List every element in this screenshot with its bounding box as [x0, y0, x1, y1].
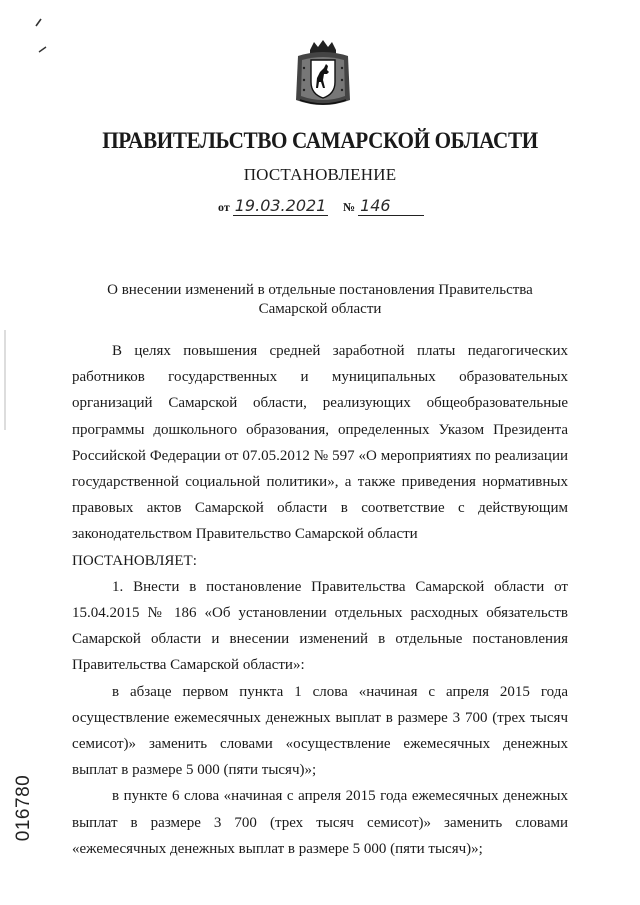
registration-number-text: 016780 [13, 774, 34, 842]
document-date-line [218, 196, 328, 216]
decree-word: ПОСТАНОВЛЯЕТ: [72, 552, 197, 569]
document-date: 19.03.2021 [234, 196, 327, 215]
subject-line-2: Самарской области [258, 301, 382, 317]
document-number-line [343, 196, 424, 216]
registration-number [5, 768, 43, 848]
document-body [72, 338, 568, 862]
number-prefix: № [343, 200, 356, 214]
subject-line-1: О внесении изменений в отдельные постановления Правительства [107, 282, 533, 298]
margin-line [2, 330, 8, 430]
item-1-paragraph: 1. Внести в постановление Правительства Самарской области от 15.04.2015 № 186 «Об установлении отдельных расходных обязательств Самарской области и внесении изменений в отдельные постановления Правительства Самарской области»: [72, 578, 568, 674]
preamble-paragraph: В целях повышения средней заработной платы педагогических работников государственных и муниципальных образовательных организаций Самарской области, реализующих общеобразовательные программы дошкольного образования, определенных Указом Президента Российской Федерации от 07.05.2012 № 597 «О мероприятиях по реализации государственной социальной политики», а также приведения нормативных правовых актов Самарской области в соответствие с действующим законодательством Правительство Самарской области [72, 343, 568, 543]
government-title: ПРАВИТЕЛЬСТВО САМАРСКОЙ ОБЛАСТИ [102, 128, 538, 153]
coat-of-arms-icon [290, 38, 356, 110]
document-subject [95, 281, 545, 319]
document-type: ПОСТАНОВЛЕНИЕ [243, 165, 397, 184]
subitem-1-paragraph: в абзаце первом пункта 1 слова «начиная с апреля 2015 года осуществление ежемесячных денежных выплат в размере 3 700 (трех тысяч семисот)» заменить словами «осуществление ежемесячных денежных выплат в размере 5 000 (пяти тысяч)»; [72, 683, 568, 779]
scan-mark [30, 14, 50, 64]
date-prefix: от [218, 200, 230, 214]
document-number: 146 [358, 196, 424, 216]
subitem-2-paragraph: в пункте 6 слова «начиная с апреля 2015 года ежемесячных денежных выплат в размере 3 700 (трех тысяч семисот)» заменить словами «ежемесячных денежных выплат в размере 5 000 (пяти тысяч)»; [72, 788, 568, 857]
